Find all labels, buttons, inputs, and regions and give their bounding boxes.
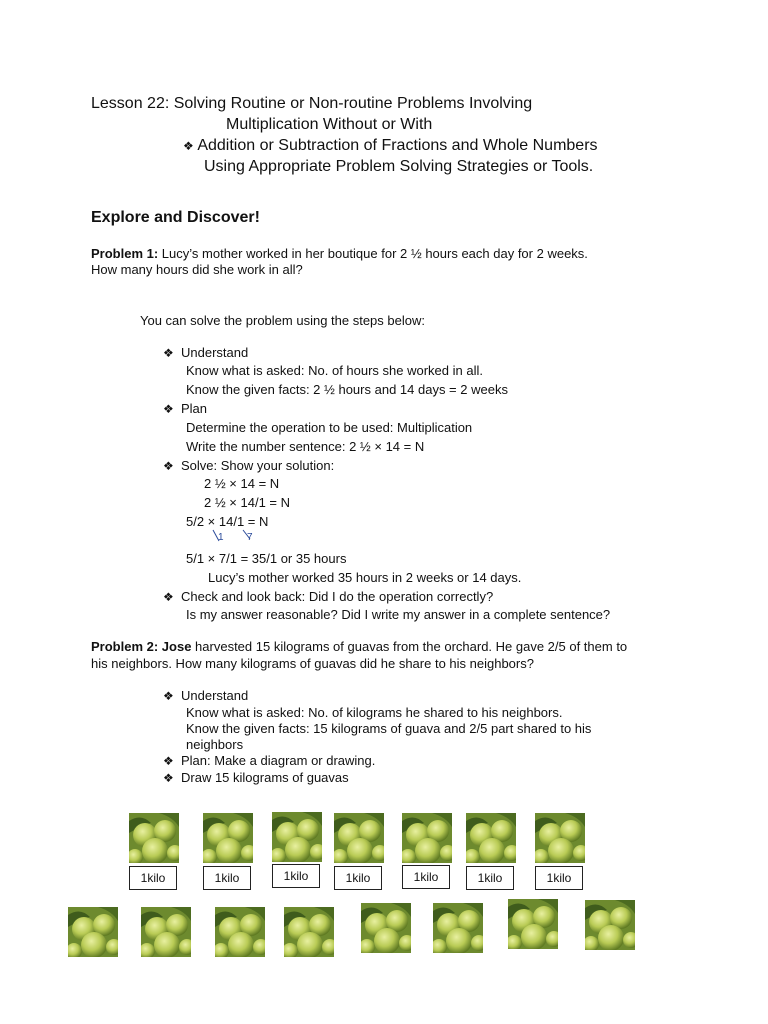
guava-image	[129, 813, 179, 863]
problem1-label: Problem 1:	[91, 246, 159, 261]
guava-image	[68, 907, 118, 957]
step-understand-line1: Know what is asked: No. of hours she worked in all.	[186, 363, 483, 378]
guava-image	[361, 903, 411, 953]
diamond-bullet-icon: ❖	[163, 754, 174, 768]
diamond-bullet-icon: ❖	[163, 459, 174, 473]
diamond-bullet-icon: ❖	[163, 346, 174, 360]
p2-understand-line3: neighbors	[186, 737, 244, 752]
step-plan-line1: Determine the operation to be used: Multiplication	[186, 420, 473, 435]
guava-image	[334, 813, 384, 863]
solve-line2: 2 ½ × 14/1 = N	[204, 495, 291, 510]
kilo-label: 1kilo	[203, 866, 251, 890]
solve-line3: 5/2 × 14/1 = N	[186, 514, 269, 529]
guava-image	[466, 813, 516, 863]
solve-line4: 5/1 × 7/1 = 35/1 or 35 hours	[186, 551, 347, 566]
step-understand-line2: Know the given facts: 2 ½ hours and 14 days = 2 weeks	[186, 382, 508, 397]
problem2-name: Jose	[158, 639, 192, 654]
guava-image	[508, 899, 558, 949]
lesson-title-line3: ❖ Addition or Subtraction of Fractions and Whole Numbers	[183, 137, 598, 154]
diamond-bullet-icon: ❖	[163, 771, 174, 785]
problem1-text-line2: How many hours did she work in all?	[91, 262, 303, 277]
guava-image	[535, 813, 585, 863]
step-check-line1: Is my answer reasonable? Did I write my answer in a complete sentence?	[186, 607, 611, 622]
cancel-result-1: 1	[218, 532, 224, 543]
p2-step-plan: ❖ Plan: Make a diagram or drawing.	[163, 753, 376, 768]
guava-image	[272, 812, 322, 862]
step-check: ❖ Check and look back: Did I do the operation correctly?	[163, 589, 494, 604]
problem2-text-line2: his neighbors. How many kilograms of guavas did he share to his neighbors?	[91, 656, 534, 671]
guava-image	[433, 903, 483, 953]
guava-image	[215, 907, 265, 957]
lesson-title-line1: Lesson 22: Solving Routine or Non-routine Problems Involving	[91, 95, 533, 112]
solve-answer: Lucy’s mother worked 35 hours in 2 weeks or 14 days.	[208, 570, 522, 585]
p2-understand-line1: Know what is asked: No. of kilograms he shared to his neighbors.	[186, 705, 563, 720]
guava-image	[141, 907, 191, 957]
step-plan-line2: Write the number sentence: 2 ½ × 14 = N	[186, 439, 425, 454]
guava-image	[402, 813, 452, 863]
explore-heading: Explore and Discover!	[91, 209, 260, 226]
guava-image	[585, 900, 635, 950]
lesson-title-line2: Multiplication Without or With	[226, 116, 433, 133]
problem2-text-line1: Problem 2: Jose harvested 15 kilograms of guavas from the orchard. He gave 2/5 of them to	[91, 639, 628, 654]
diamond-bullet-icon: ❖	[163, 689, 174, 703]
solve-line1: 2 ½ × 14 = N	[204, 476, 280, 491]
kilo-label: 1kilo	[334, 866, 382, 890]
diamond-bullet-icon: ❖	[163, 590, 174, 604]
kilo-label: 1kilo	[129, 866, 177, 890]
diamond-bullet-icon: ❖	[163, 402, 174, 416]
lesson-title-line4: Using Appropriate Problem Solving Strategies or Tools.	[204, 158, 594, 175]
cancel-result-7: 7	[247, 532, 253, 543]
guava-image	[284, 907, 334, 957]
step-plan: ❖ Plan	[163, 401, 208, 416]
guava-image	[203, 813, 253, 863]
p2-step-draw: ❖ Draw 15 kilograms of guavas	[163, 770, 349, 785]
problem1-text-line1: Problem 1: Lucy’s mother worked in her boutique for 2 ½ hours each day for 2 weeks.	[91, 246, 588, 261]
step-solve: ❖ Solve: Show your solution:	[163, 458, 335, 473]
problem2-label: Problem 2:	[91, 639, 159, 654]
kilo-label: 1kilo	[402, 865, 450, 889]
kilo-label: 1kilo	[535, 866, 583, 890]
kilo-label: 1kilo	[466, 866, 514, 890]
diamond-bullet-icon: ❖	[183, 139, 194, 153]
p2-understand-line2: Know the given facts: 15 kilograms of guava and 2/5 part shared to his	[186, 721, 592, 736]
kilo-label: 1kilo	[272, 864, 320, 888]
problem1-intro: You can solve the problem using the steps below:	[140, 313, 425, 328]
step-understand: ❖ Understand	[163, 345, 249, 360]
p2-step-understand: ❖ Understand	[163, 688, 249, 703]
